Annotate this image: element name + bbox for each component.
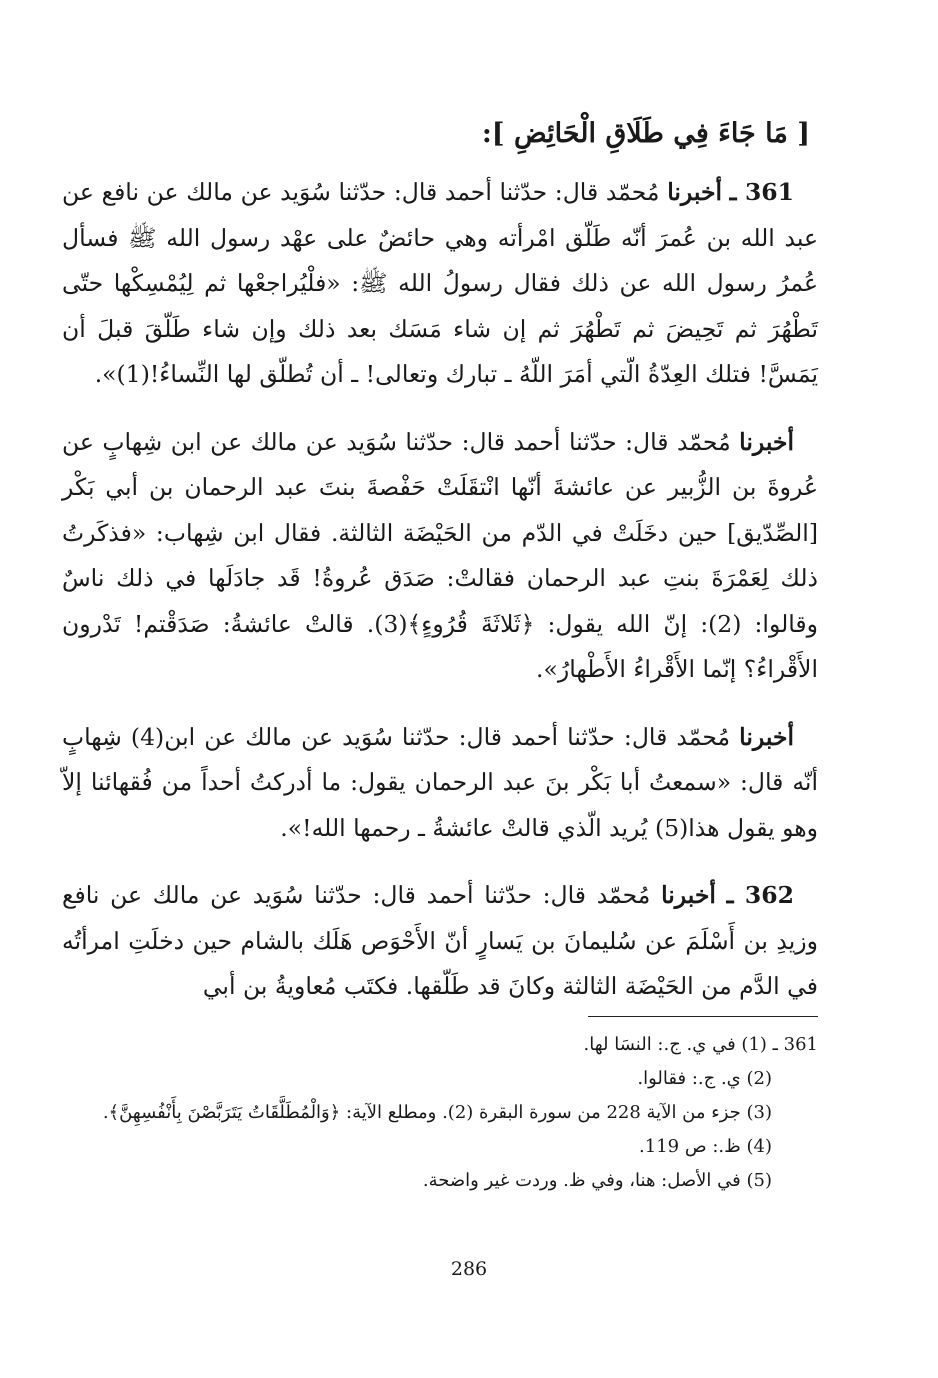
footnote: (4) ظ.: ص 119. (639, 1136, 772, 1157)
paragraph-lead: أخبرنا (739, 427, 794, 456)
hadith-number: 362 ـ (726, 881, 794, 909)
hadith-paragraph-2 (62, 420, 818, 693)
footnote: (3) جزء من الآية 228 من سورة البقرة (2). ومطلع الآية: ﴿وَالْمُطَلَّقَاتُ يَتَرَبَّصْنَ بِأَنْفُسِهِنَّ﴾. (102, 1102, 772, 1123)
paragraph-lead: أخبرنا (739, 722, 794, 751)
page-body (62, 112, 818, 1032)
paragraph-text: مُحمّد قال: حدّثنا أحمد قال: حدّثنا سُوَيد عن مالك عن نافع عن عبد الله بن عُمرَ أنّه طَلّق امْرأته وهي حائضٌ على عهْد رسول الله ﷺ فسأل عُمرُ رسول الله عن ذلك فقال رسولُ الله ﷺ: «فلْيُراجعْها ثم لِيُمْسِكْها حتّى تَطْهُرَ ثم تَحِيضَ ثم تَطْهُرَ ثم إن شاء مَسَك بعد ذلك وإن شاء طَلّقَ قبلَ أن يَمَسَّ! فتلك العِدّةُ الّتي أمَرَ اللّهُ ـ تبارك وتعالى! ـ أن تُطلّق لها النِّساءُ!(1)». (62, 178, 818, 388)
hadith-paragraph-3 (62, 715, 818, 852)
paragraph-text: مُحمّد قال: حدّثنا أحمد قال: حدّثنا سُوَيد عن مالك عن ابن(4) شِهابٍ أنّه قال: «سمعتُ أبا بَكْر بنَ عبد الرحمان يقول: ما أدركتُ أحداً من فُقهائنا إلاّ وهو يقول هذا(5) يُريد الّذي قالتْ عائشةُ ـ رحمها الله!». (62, 722, 818, 842)
paragraph-text: مُحمّد قال: حدّثنا أحمد قال: حدّثنا سُوَيد عن مالك عن ابن شِهابٍ عن عُروةَ بن الزُّبير عن عائشةَ أنّها انْتقَلَتْ حَفْصةَ بنتَ عبد الرحمان بن أبي بَكْر [الصِّدّيق] حين دخَلَتْ في الدّم من الحَيْضَة الثالثة. فقال ابن شِهاب: «فذكَرتُ ذلك لِعَمْرَةَ بنتِ عبد الرحمان فقالتْ: صَدَق عُروةُ! قَد جادَلَها في ذلك ناسٌ وقالوا: (2): إنّ الله يقول: ﴿ثَلاثَةَ قُرُوءٍ﴾(3). قالتْ عائشةُ: صَدَقْتم! تَدْرون الأَقْراءُ؟ إنّما الأَقْراءُ الأَطْهارُ». (62, 427, 818, 683)
paragraph-lead: أخبرنا (661, 881, 716, 909)
footnote-separator (588, 1016, 818, 1017)
footnote: (5) في الأصل: هنا، وفي ظ. وردت غير واضحة. (422, 1170, 772, 1191)
section-heading: [ مَا جَاءَ فِي طَلَاقِ الْحَائِضِ ]: (481, 118, 810, 149)
page-number: 286 (450, 1258, 488, 1280)
paragraph-text: مُحمّد قال: حدّثنا أحمد قال: حدّثنا سُوَيد عن مالك عن نافع وزيدِ بن أَسْلَمَ عن سُليمانَ بن يَسارٍ أنّ الأَحْوَص هَلَك بالشام حين دخلَتِ امرأتُه في الدَّم من الحَيْضَة الثالثة وكانَ قد طَلّقها. فكتَب مُعاويةُ بن أبي (62, 881, 818, 1000)
footnote: 361 ـ (1) في ي. ج.: النسَا لها. (583, 1034, 818, 1055)
hadith-paragraph-362 (62, 873, 818, 1010)
hadith-number: 361 ـ (729, 178, 794, 206)
paragraph-lead: أخبرنا (667, 178, 723, 206)
footnotes (62, 1028, 818, 1198)
hadith-paragraph-361 (62, 170, 818, 398)
footnote: (2) ي. ج.: فقالوا. (637, 1068, 772, 1089)
